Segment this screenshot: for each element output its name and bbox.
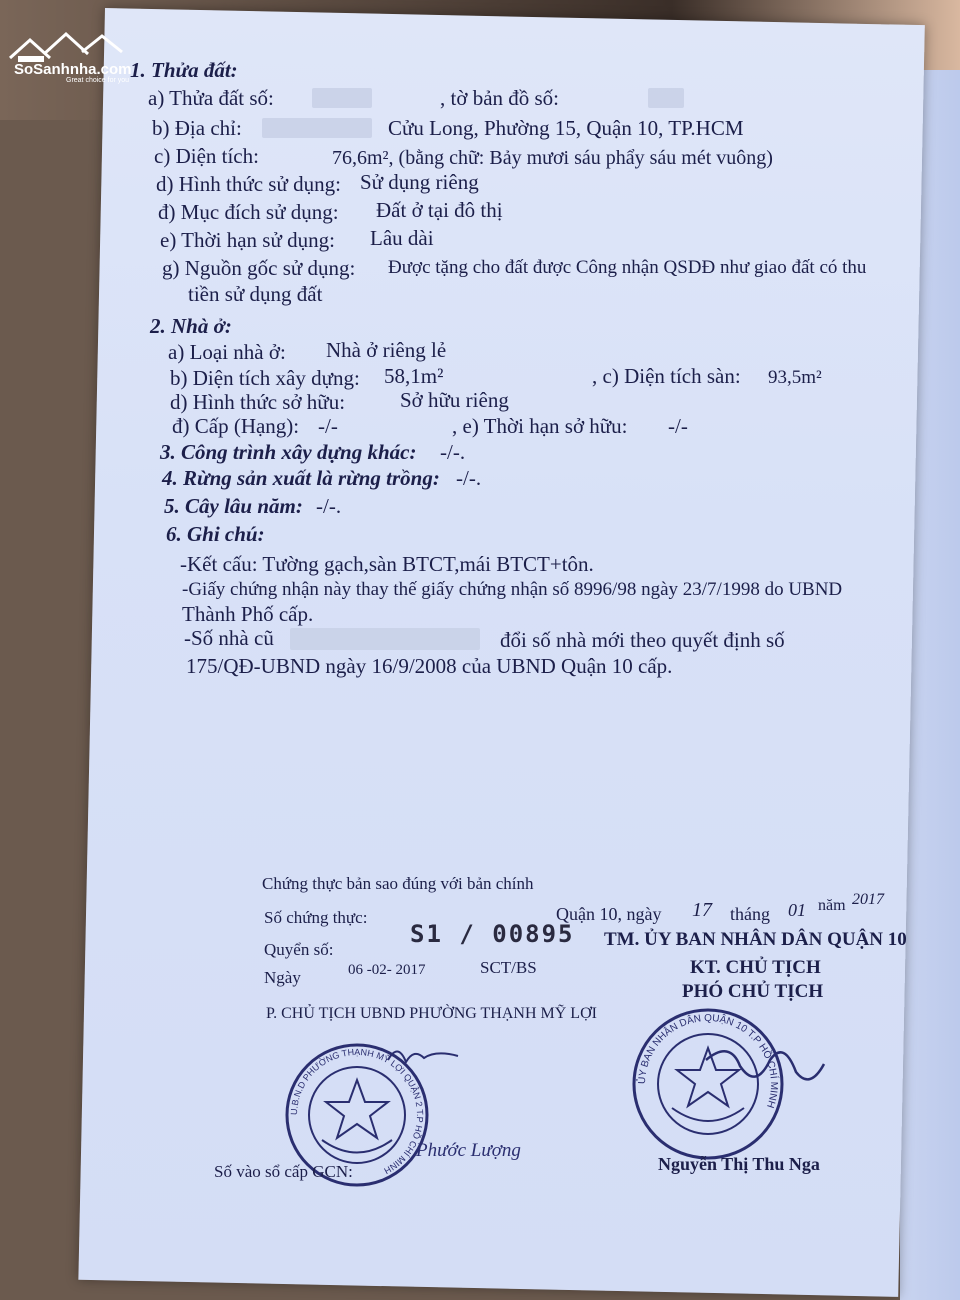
field-dia-chi-value: Cửu Long, Phường 15, Quận 10, TP.HCM bbox=[388, 116, 744, 140]
field-dien-tich-san-label: , c) Diện tích sàn: bbox=[592, 364, 741, 388]
certify-so-label: Số chứng thực: bbox=[264, 908, 368, 927]
section-4-value: -/-. bbox=[456, 466, 482, 490]
certify-so-value: S1 / 00895 bbox=[410, 920, 575, 948]
section-4-heading: 4. Rừng sản xuất là rừng trồng: bbox=[162, 466, 440, 490]
right-signer-name: Nguyễn Thị Thu Nga bbox=[658, 1154, 820, 1174]
authority-year-label: năm bbox=[818, 897, 846, 914]
field-muc-dich-su-dung-label: đ) Mục đích sử dụng: bbox=[158, 200, 339, 224]
redacted-block bbox=[262, 118, 372, 138]
note-doi-so-nha: đổi số nhà mới theo quyết định số bbox=[500, 628, 785, 652]
note-ket-cau: -Kết cấu: Tường gạch,sàn BTCT,mái BTCT+tôn. bbox=[180, 552, 594, 576]
note-quyet-dinh: 175/QĐ-UBND ngày 16/9/2008 của UBND Quận 10 cấp. bbox=[186, 654, 673, 678]
field-thua-dat-so: a) Thửa đất số: bbox=[148, 86, 274, 110]
section-3-value: -/-. bbox=[440, 440, 466, 464]
field-hinh-thuc-so-huu-label: d) Hình thức sở hữu: bbox=[170, 390, 346, 414]
logo-tagline: Great choice for you bbox=[66, 77, 130, 84]
certify-line: Chứng thực bản sao đúng với bản chính bbox=[262, 874, 534, 893]
note-thay-the-2: Thành Phố cấp. bbox=[182, 602, 314, 626]
note-so-nha-cu: -Số nhà cũ bbox=[184, 626, 274, 650]
section-3-heading: 3. Công trình xây dựng khác: bbox=[160, 440, 417, 464]
certify-quyen-label: Quyển số: bbox=[264, 940, 334, 959]
authority-line-2: KT. CHỦ TỊCH bbox=[690, 957, 821, 978]
field-loai-nha-o-value: Nhà ở riêng lẻ bbox=[326, 338, 447, 362]
field-thoi-han-so-huu-value: -/- bbox=[668, 414, 688, 438]
field-cap-hang-value: -/- bbox=[318, 414, 338, 438]
field-dien-tich-label: c) Diện tích: bbox=[154, 144, 259, 168]
authority-year: 2017 bbox=[852, 891, 884, 908]
redacted-block bbox=[312, 88, 372, 108]
authority-month: 01 bbox=[788, 900, 806, 920]
field-nguon-goc-value-2: tiền sử dụng đất bbox=[188, 282, 323, 306]
section-1-heading: 1. Thửa đất: bbox=[130, 58, 238, 82]
field-dien-tich-xay-dung-value: 58,1m² bbox=[384, 364, 444, 388]
field-hinh-thuc-su-dung-label: d) Hình thức sử dụng: bbox=[156, 172, 341, 196]
field-thoi-han-su-dung-label: e) Thời hạn sử dụng: bbox=[160, 228, 335, 252]
field-loai-nha-o-label: a) Loại nhà ở: bbox=[168, 340, 286, 364]
certify-quyen-value: SCT/BS bbox=[480, 958, 537, 977]
field-hinh-thuc-su-dung-value: Sử dụng riêng bbox=[360, 170, 479, 194]
note-thay-the: -Giấy chứng nhận này thay thế giấy chứng nhận số 8996/98 ngày 23/7/1998 do UBND bbox=[182, 579, 843, 600]
right-signature-stroke bbox=[700, 1030, 830, 1100]
authority-month-label: tháng bbox=[730, 904, 770, 924]
section-5-heading: 5. Cây lâu năm: bbox=[164, 494, 303, 518]
field-dien-tich-xay-dung-label: b) Diện tích xây dựng: bbox=[170, 366, 360, 390]
authority-line-3: PHÓ CHỦ TỊCH bbox=[682, 981, 824, 1002]
so-vao-so-cap-gcn: Số vào sổ cấp GCN: bbox=[214, 1162, 353, 1181]
field-thoi-han-so-huu-label: , e) Thời hạn sở hữu: bbox=[452, 414, 628, 438]
section-5-value: -/-. bbox=[316, 494, 342, 518]
field-cap-hang-label: đ) Cấp (Hạng): bbox=[172, 414, 300, 438]
field-dia-chi-label: b) Địa chỉ: bbox=[152, 116, 242, 140]
left-signer-name: Phước Lượng bbox=[416, 1140, 521, 1161]
right-seal-text: ỦY BAN NHÂN DÂN QUẬN 10 T.P HỒ CHÍ MINH bbox=[636, 1012, 780, 1110]
redacted-block bbox=[648, 88, 684, 108]
certify-ngay-label: Ngày bbox=[264, 968, 301, 987]
authority-date-prefix: Quận 10, ngày bbox=[556, 904, 662, 924]
section-2-heading: 2. Nhà ở: bbox=[150, 314, 232, 338]
field-hinh-thuc-so-huu-value: Sở hữu riêng bbox=[400, 388, 509, 412]
field-to-ban-do-so: , tờ bản đồ số: bbox=[440, 86, 560, 110]
logo-brand-text: SoSanhnha.com bbox=[14, 61, 132, 78]
section-6-heading: 6. Ghi chú: bbox=[166, 522, 265, 546]
left-seal-text: U.B.N.D PHƯỜNG THẠNH MỸ LỢI QUẬN 2 T.P HỒ CHÍ MINH bbox=[288, 1046, 426, 1176]
field-thoi-han-su-dung-value: Lâu dài bbox=[370, 226, 434, 250]
field-dien-tich-san-value: 93,5m² bbox=[768, 367, 822, 388]
field-muc-dich-su-dung-value: Đất ở tại đô thị bbox=[376, 198, 503, 222]
authority-day: 17 bbox=[692, 899, 712, 921]
authority-line-1: TM. ỦY BAN NHÂN DÂN QUẬN 10 bbox=[604, 929, 907, 950]
left-signature-stroke bbox=[384, 1040, 464, 1070]
certify-ngay-value: 06 -02- 2017 bbox=[348, 962, 426, 978]
field-nguon-goc-label: g) Nguồn gốc sử dụng: bbox=[162, 256, 356, 280]
field-dien-tich-value: 76,6m², (bằng chữ: Bảy mươi sáu phẩy sáu mét vuông) bbox=[332, 147, 773, 169]
redacted-block bbox=[290, 628, 480, 650]
field-nguon-goc-value: Được tặng cho đất được Công nhận QSDĐ như giao đất có thu bbox=[388, 257, 867, 278]
certify-pchutich: P. CHỦ TỊCH UBND PHƯỜNG THẠNH MỸ LỢI bbox=[266, 1005, 597, 1022]
